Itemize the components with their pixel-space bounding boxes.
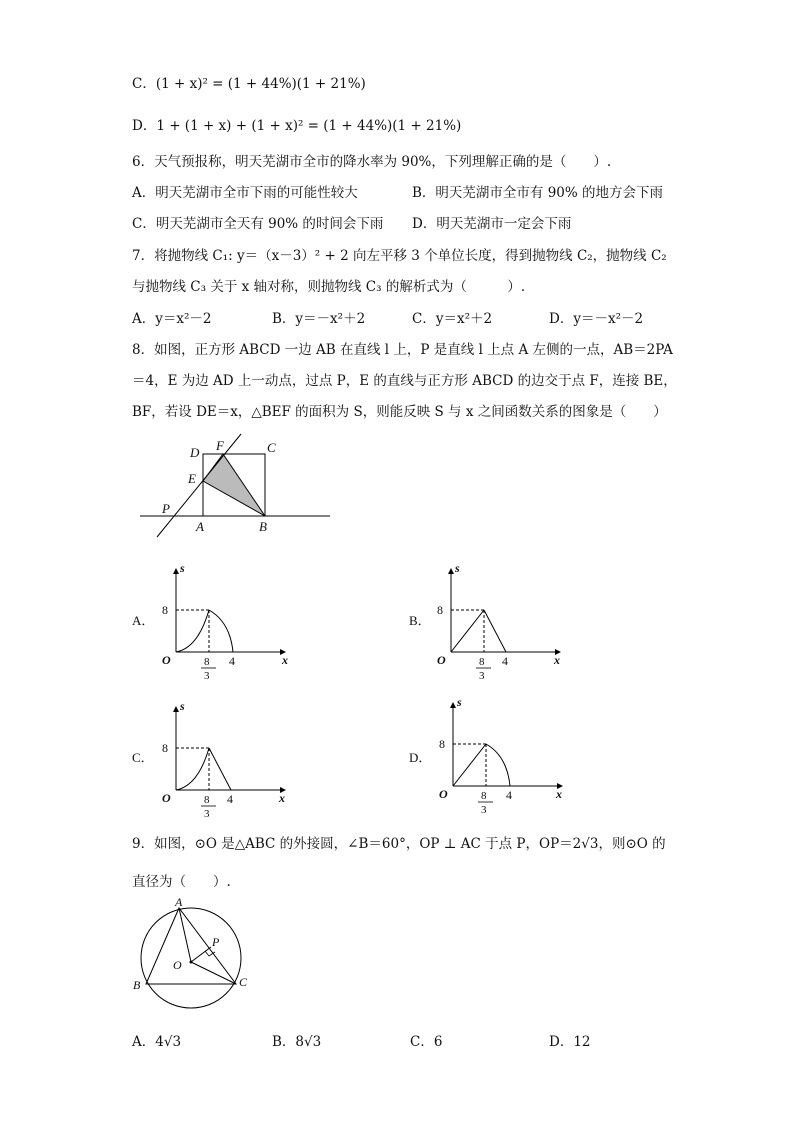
q8-label-c: C <box>267 440 276 455</box>
q8-graph-d-x: x <box>556 787 562 801</box>
q8-graph-d-o: O <box>439 787 448 801</box>
q6-option-d: D．明天芜湖市一定会下雨 <box>412 216 572 232</box>
q9-option-d: D．12 <box>549 1034 591 1050</box>
q8-label-e: E <box>188 471 196 486</box>
q6-option-b: B．明天芜湖市全市有 90% 的地方会下雨 <box>412 185 664 201</box>
q9-label-b: B <box>133 978 141 992</box>
q8-graph-d-option: D． <box>409 750 432 765</box>
q6-option-a: A．明天芜湖市全市下雨的可能性较大 <box>132 185 358 201</box>
q8-graph-c-s: s <box>180 699 185 713</box>
q8-graph-c-den: 3 <box>204 808 210 820</box>
q9-circle <box>141 908 241 1008</box>
q9-label-c: C <box>239 975 248 989</box>
q8-graph-a-s: s <box>180 561 185 575</box>
q8-label-f: F <box>216 438 224 453</box>
q9-option-a: A．4√3 <box>132 1034 182 1050</box>
q8-graph-d-y8: 8 <box>439 737 445 751</box>
q8-graph-b-y8: 8 <box>437 603 443 617</box>
q8-graph-c-y8: 8 <box>162 741 168 755</box>
q8-graph-d-s: s <box>457 695 462 709</box>
q8-graph-b-option: B． <box>409 613 431 628</box>
q8-label-d: D <box>190 445 200 460</box>
q9-label-o: O <box>173 958 182 972</box>
q9-label-a: A <box>175 895 183 909</box>
q8-graph-b-o: O <box>437 653 446 667</box>
q8-graph-a-four: 4 <box>229 654 235 668</box>
q8-graph-c-x: x <box>279 791 285 805</box>
q7-option-b: B．y＝－x²＋2 <box>272 311 366 327</box>
q8-graph-c-num: 8 <box>204 794 210 806</box>
q8-graph-d-den: 3 <box>481 804 487 816</box>
q8-stem-line1: 8．如图，正方形 ABCD 一边 AB 在直线 l 上，P 是直线 l 上点 A 左侧的一点，AB＝2PA <box>132 342 673 358</box>
q8-graph-c-option: C． <box>132 750 154 765</box>
q8-graph-a-o: O <box>162 653 171 667</box>
q5-option-d: D．1 + (1 + x) + (1 + x)² = (1 + 44%)(1 + 21%) <box>132 118 462 134</box>
q9-option-c: C．6 <box>410 1034 443 1050</box>
q6-stem: 6．天气预报称，明天芜湖市全市的降水率为 90%，下列理解正确的是（ ）. <box>132 154 612 170</box>
q8-graph-b-x: x <box>554 653 560 667</box>
q8-label-b: B <box>259 519 267 534</box>
q8-graph-a-y8: 8 <box>162 603 168 617</box>
q5-option-c: C．(1 + x)² = (1 + 44%)(1 + 21%) <box>132 76 366 92</box>
q8-label-p: P <box>162 501 170 516</box>
q7-stem-line1: 7．将抛物线 C₁: y＝（x－3）² + 2 向左平移 3 个单位长度，得到抛物线 C₂，抛物线 C₂ <box>132 248 667 264</box>
q8-stem-line2: ＝4，E 为边 AD 上一动点，过点 P，E 的直线与正方形 ABCD 的边交于点 F，连接 BE， <box>132 373 677 389</box>
q9-stem-line2: 直径为（ ）. <box>132 874 231 890</box>
q7-option-d: D．y＝－x²－2 <box>549 311 644 327</box>
q9-label-p: P <box>212 935 220 949</box>
q7-option-c: C．y＝x²＋2 <box>412 311 493 327</box>
q8-graph-c-o: O <box>162 791 171 805</box>
q8-graph-a-option: A． <box>132 613 155 628</box>
q9-option-b: B．8√3 <box>272 1034 322 1050</box>
q8-graph-c-four: 4 <box>227 792 233 806</box>
q8-graph-a-den: 3 <box>204 670 210 682</box>
q9-stem-line1: 9．如图，⊙O 是△ABC 的外接圆，∠B＝60°，OP ⊥ AC 于点 P，OP＝2√3，则⊙O 的 <box>132 836 666 852</box>
q7-stem-line2: 与抛物线 C₃ 关于 x 轴对称，则抛物线 C₃ 的解析式为（ ）. <box>132 279 526 295</box>
q8-graph-d-num: 8 <box>481 790 487 802</box>
q8-graph-b-den: 3 <box>479 670 485 682</box>
q7-option-a: A．y＝x²－2 <box>132 311 212 327</box>
q8-graph-b-four: 4 <box>502 654 508 668</box>
q8-graph-a-num: 8 <box>204 656 210 668</box>
q6-option-c: C．明天芜湖市全天有 90% 的时间会下雨 <box>132 216 384 232</box>
q8-graph-b-num: 8 <box>479 656 485 668</box>
q8-stem-line3: BF，若设 DE＝x，△BEF 的面积为 S，则能反映 S 与 x 之间函数关系的图象是（ ） <box>132 404 667 420</box>
q8-graph-a-x: x <box>282 653 288 667</box>
q8-graph-d-four: 4 <box>506 788 512 802</box>
q8-graph-b-s: s <box>455 561 460 575</box>
q8-label-a: A <box>196 519 204 534</box>
